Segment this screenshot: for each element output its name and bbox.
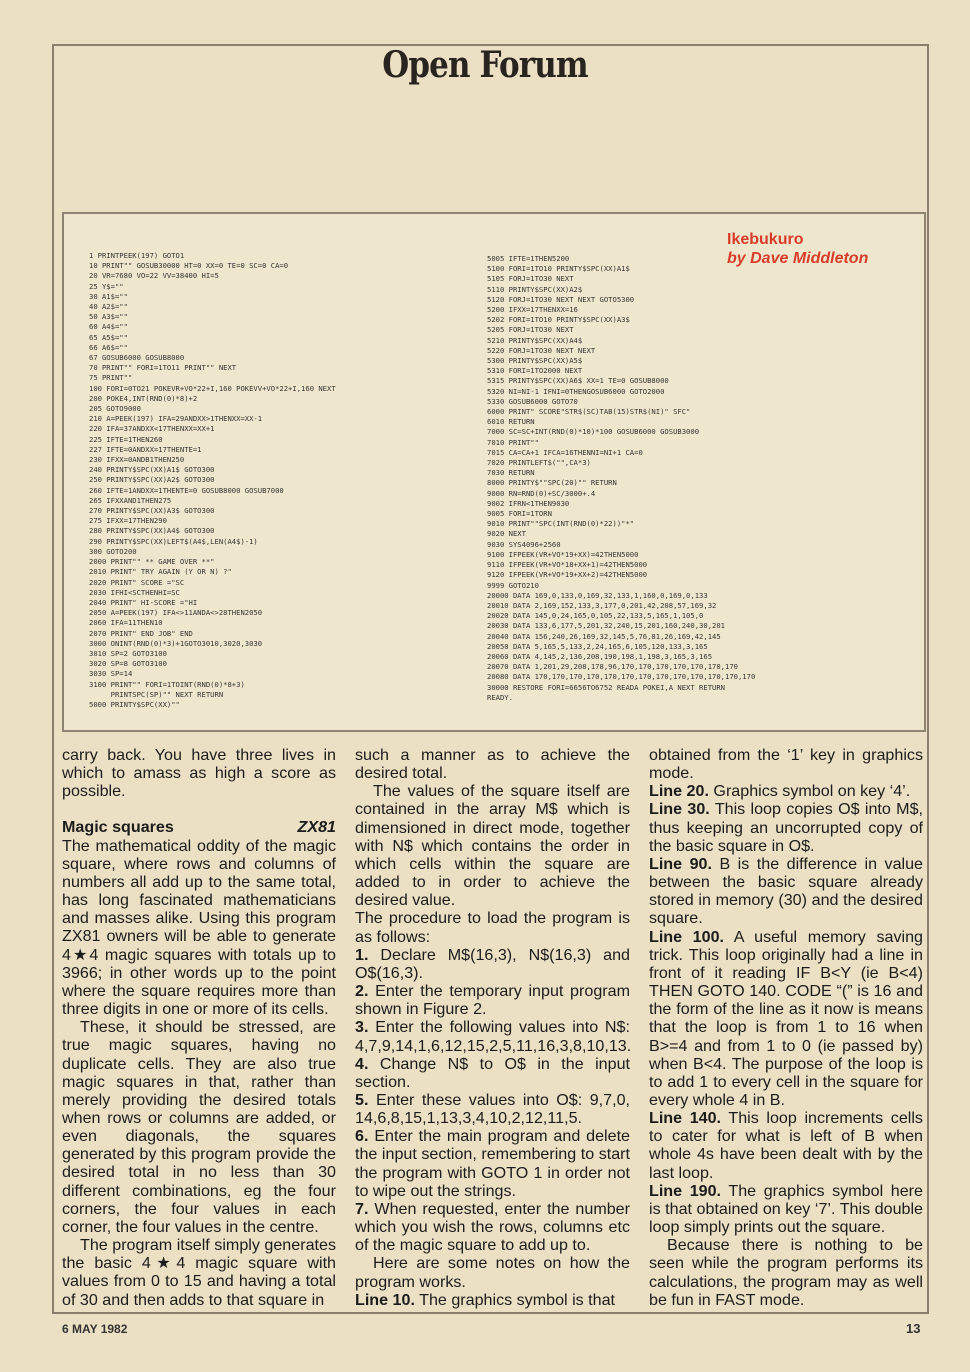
article-column-3 [649, 746, 923, 1309]
step-text: Enter the main program and delete the input section, remembering to start the program with GOTO 1 in order not to wipe out the strings. [355, 1127, 630, 1200]
line-note-30 [649, 800, 923, 854]
step-number: 1. [355, 945, 369, 964]
line-note-10 [355, 1291, 630, 1309]
line-note-20 [649, 782, 923, 800]
line-note-text: A useful memory saving trick. This loop originally had a line in front of it reading IF B<Y (ie B<4) THEN GOTO 140. CODE “(” is 16 and the form of the line as it now is means that the loop is from 1 to 16 when B>=4 and from 1 to 0 (ie passed by) when B<4. The purpose of the loop is to add 1 to every cell in the square for every whole 4 in B. [649, 927, 923, 1109]
step-3 [355, 1018, 630, 1054]
line-note-90 [649, 855, 923, 928]
line-note-text: Graphics symbol on key ‘4’. [713, 782, 911, 801]
step-number: 3. [355, 1018, 369, 1037]
step-text: Declare M$(16,3), N$(16,3) and O$(16,3). [355, 945, 630, 982]
article-column-2 [355, 746, 630, 1309]
step-4 [355, 1055, 630, 1091]
line-note-text: The graphics symbol here is that obtained on key ‘7’. This double loop simply prints out the square. [649, 1181, 923, 1237]
listing-right-column: 5005 IFTE=1THEN5200 5100 FORI=1TO10 PRINTY$SPC(XX)A1$ 5105 FORJ=1TO30 NEXT 5110 PRINTY$SPC(XX)A2$ 5120 FORJ=1TO30 NEXT NEXT GOTO5300 5200 IFXX=17THENXX=16 5202 FORI=1TO10 PRINTY$SPC(XX)A3$ 5205 FORJ=1TO30 NEXT 5210 PRINTY$SPC(XX)A4$ 5220 FORJ=1TO30 NEXT NEXT 5300 PRINTY$SPC(XX)A5$ 5310 FORI=1TO2000 NEXT 5315 PRINTY$SPC(XX)A6$ XX=1 TE=0 GOSUB8000 5320 NI=NI-1 IFNI=0THENGOSUB6000 GOTO2000 5330 GOSUB6000 GOTO70 6000 PRINT" SCORE"STR$(SC)TAB(15)STR$(NI)" SFC" 6010 RETURN 7000 SC=SC+INT(RND(0)*10)*100 GOSUB6000 GOSUB3000 7010 PRINT"" 7015 CA=CA+1 IFCA=16THENNI=NI+1 CA=0 7020 PRINTLEFT$("",CA*3) 7030 RETURN 8000 PRINTY$""SPC(20)"" RETURN 9000 RN=RND(0)+SC/3000+.4 9002 IFRN<1THEN9030 9005 FORI=1TORN 9010 PRINT""SPC(INT(RND(0)*22))"*" 9020 NEXT 9030 SYS4096+2560 9100 IFPEEK(VR+VO*19+XX)=42THEN5000 9110 IFPEEK(VR+VO*18+XX+1)=42THEN5000 9120 IFPEEK(VR+VO*19+XX+2)=42THEN5000 9999 GOTO210 20000 DATA 169,0,133,0,169,32,133,1,160,0,169,0,133 20010 DATA 2,169,152,133,3,177,0,201,42,208,57,169,32 20020 DATA 145,0,24,165,0,105,22,133,5,165,1,105,0 20030 DATA 133,6,177,5,201,32,240,15,201,160,240,30,201 20040 DATA 156,240,26,169,32,145,5,76,81,26,169,42,145 20050 DATA 5,165,5,133,2,24,165,6,105,120,133,3,165 20060 DATA 4,145,2,136,208,190,198,1,198,3,165,3,165 20070 DATA 1,201,29,208,178,96,170,170,170,170,170,170,170 20080 DATA 170,170,170,170,170,170,170,170,170,170,170,170,170 30000 RESTORE FORI=6656TO6752 READA POKEI,A NEXT RETURN READY. [487, 254, 756, 702]
paragraph: The program itself simply generates the basic 4★4 magic square with values from 0 to 15 and having a total of 30 and then adds to that square in [62, 1236, 336, 1309]
line-number: Line 140. [649, 1109, 722, 1128]
step-7 [355, 1200, 630, 1254]
page-number: 13 [906, 1321, 921, 1336]
step-text: When requested, enter the number which you wish the rows, columns etc of the magic square to add up to. [355, 1199, 630, 1255]
paragraph: The mathematical oddity of the magic square, where rows and columns of numbers all add up to the same total, has long fascinated mathematicians and masses alike. Using this program ZX81 owners will be able to generate 4★4 magic squares with totals up to 3966; in other words up to the point where the square requires more than three digits in one or more of its cells. [62, 836, 336, 1019]
line-number: Line 20. [649, 782, 709, 801]
byline-section: Ikebukuro [727, 231, 804, 248]
step-text: Change N$ to O$ in the input section. [355, 1054, 630, 1091]
step-6 [355, 1127, 630, 1200]
paragraph: Here are some notes on how the program works. [355, 1254, 630, 1291]
step-number: 7. [355, 1199, 369, 1218]
listing-left-column: 1 PRINTPEEK(197) GOTO1 10 PRINT"" GOSUB30000 HT=0 XX=0 TE=0 SC=0 CA=0 20 VR=7680 VO=22 VV=38400 HI=5 25 Y$="" 30 A1$="" 40 A2$="" 50 A3$="" 60 A4$="" 65 A5$="" 66 A6$="" 67 GOSUB6000 GOSUB8000 70 PRINT"" FORI=1TO11 PRINT"" NEXT 75 PRINT"" 100 FORI=0TO21 POKEVR+VO*22+I,160 POKEVV+VO*22+I,160 NEXT 200 POKE4,INT(RND(0)*8)+2 205 GOTO9000 210 A=PEEK(197) IFA=29ANDXX>1THENXX=XX-1 220 IFA=37ANDXX<17THENXX=XX+1 225 IFTE=1THEN260 227 IFTE=0ANDXX=17THENTE=1 230 IFXX=0ANDB1THEN250 240 PRINTY$SPC(XX)A1$ GOTO300 250 PRINTY$SPC(XX)A2$ GOTO300 260 IFTE=1ANDXX=1THENTE=0 GOSUB8000 GOSUB7000 265 IFXXAND1THEN275 270 PRINTY$SPC(XX)A3$ GOTO300 275 IFXX=17THEN290 280 PRINTY$SPC(XX)A4$ GOTO300 290 PRINTY$SPC(XX)LEFT$(A4$,LEN(A4$)-1) 300 GOTO200 2000 PRINT"" ** GAME OVER **" 2010 PRINT" TRY AGAIN (Y OR N) ?" 2020 PRINT" SCORE ="SC 2030 IFHI<SCTHENHI=SC 2040 PRINT" HI-SCORE ="HI 2050 A=PEEK(197) IFA<>11ANDA<>28THEN2050 2060 IFA=11THEN10 2070 PRINT" END JOB" END 3000 ONINT(RND(0)*3)+1GOTO3010,3020,3030 3010 SP=2 GOTO3100 3020 SP=8 GOTO3100 3030 SP=14 3100 PRINT"" FORI=1TOINT(RND(0)*8+3) PRINTSPC(SP)"" NEXT RETURN 5000 PRINTY$SPC(XX)"" [89, 251, 336, 709]
section-heading [62, 818, 336, 836]
line-note-text: This loop copies O$ into M$, thus keeping an uncorrupted copy of the basic square in O$. [649, 800, 923, 855]
line-number: Line 90. [649, 854, 712, 873]
line-note-100 [649, 928, 923, 1110]
step-5 [355, 1091, 630, 1127]
line-number: Line 190. [649, 1181, 722, 1200]
step-2 [355, 982, 630, 1018]
step-text: Enter the following values into N$: 4,7,9,14,1,6,12,15,2,5,11,16,3,8,10,13. [355, 1018, 632, 1055]
step-number: 5. [355, 1090, 369, 1109]
line-note-text: This loop increments cells to cater for what is left of B when whole 4s have been dealt with by the last loop. [649, 1109, 923, 1182]
line-note-140 [649, 1109, 923, 1182]
paragraph: The values of the square itself are contained in the array M$ which is dimensioned in direct mode, together with N$ which contains the order in which cells within the square are added to in order to achieve the desired value. [355, 782, 630, 910]
line-note-190 [649, 1182, 923, 1236]
line-number: Line 10. [355, 1290, 415, 1309]
line-number: Line 100. [649, 927, 725, 946]
step-number: 4. [355, 1054, 369, 1073]
paragraph: such a manner as to achieve the desired total. [355, 746, 630, 783]
heading-tag: ZX81 [297, 818, 336, 837]
paragraph: Because there is nothing to be seen while the program performs its calculations, the program may as well be fun in FAST mode. [649, 1236, 923, 1309]
page-title: Open Forum [382, 44, 588, 86]
step-number: 2. [355, 982, 369, 1001]
paragraph: The procedure to load the program is as follows: [355, 909, 630, 946]
byline [727, 230, 868, 268]
step-text: Enter the temporary input program shown in Figure 2. [355, 982, 630, 1019]
paragraph: These, it should be stressed, are true magic squares, having no duplicate cells. They are also true magic squares in that, rather than merely providing the desired totals when rows or columns are added, or even diagonals, the squares generated by this program provide the desired total in no less than 30 different combinations, eg the four corners, the four values in each corner, the four values in the centre. [62, 1018, 336, 1236]
issue-date: 6 MAY 1982 [62, 1322, 128, 1336]
paragraph: obtained from the ‘1’ key in graphics mode. [649, 746, 923, 783]
step-text: Enter these values into O$: 9,7,0, 14,6,8,15,1,13,3,4,10,2,12,11,5. [355, 1090, 630, 1128]
line-note-text: B is the difference in value between the basic square already stored in memory (30) and the desired square. [649, 854, 923, 928]
line-number: Line 30. [649, 800, 710, 819]
line-note-text: The graphics symbol is that [419, 1290, 616, 1309]
step-1 [355, 946, 630, 982]
article-column-1 [62, 746, 336, 1309]
paragraph: carry back. You have three lives in which to amass as high a score as possible. [62, 746, 336, 801]
step-number: 6. [355, 1127, 369, 1146]
byline-author: by Dave Middleton [727, 250, 869, 267]
program-listing [62, 212, 926, 732]
heading-title: Magic squares [62, 818, 174, 837]
